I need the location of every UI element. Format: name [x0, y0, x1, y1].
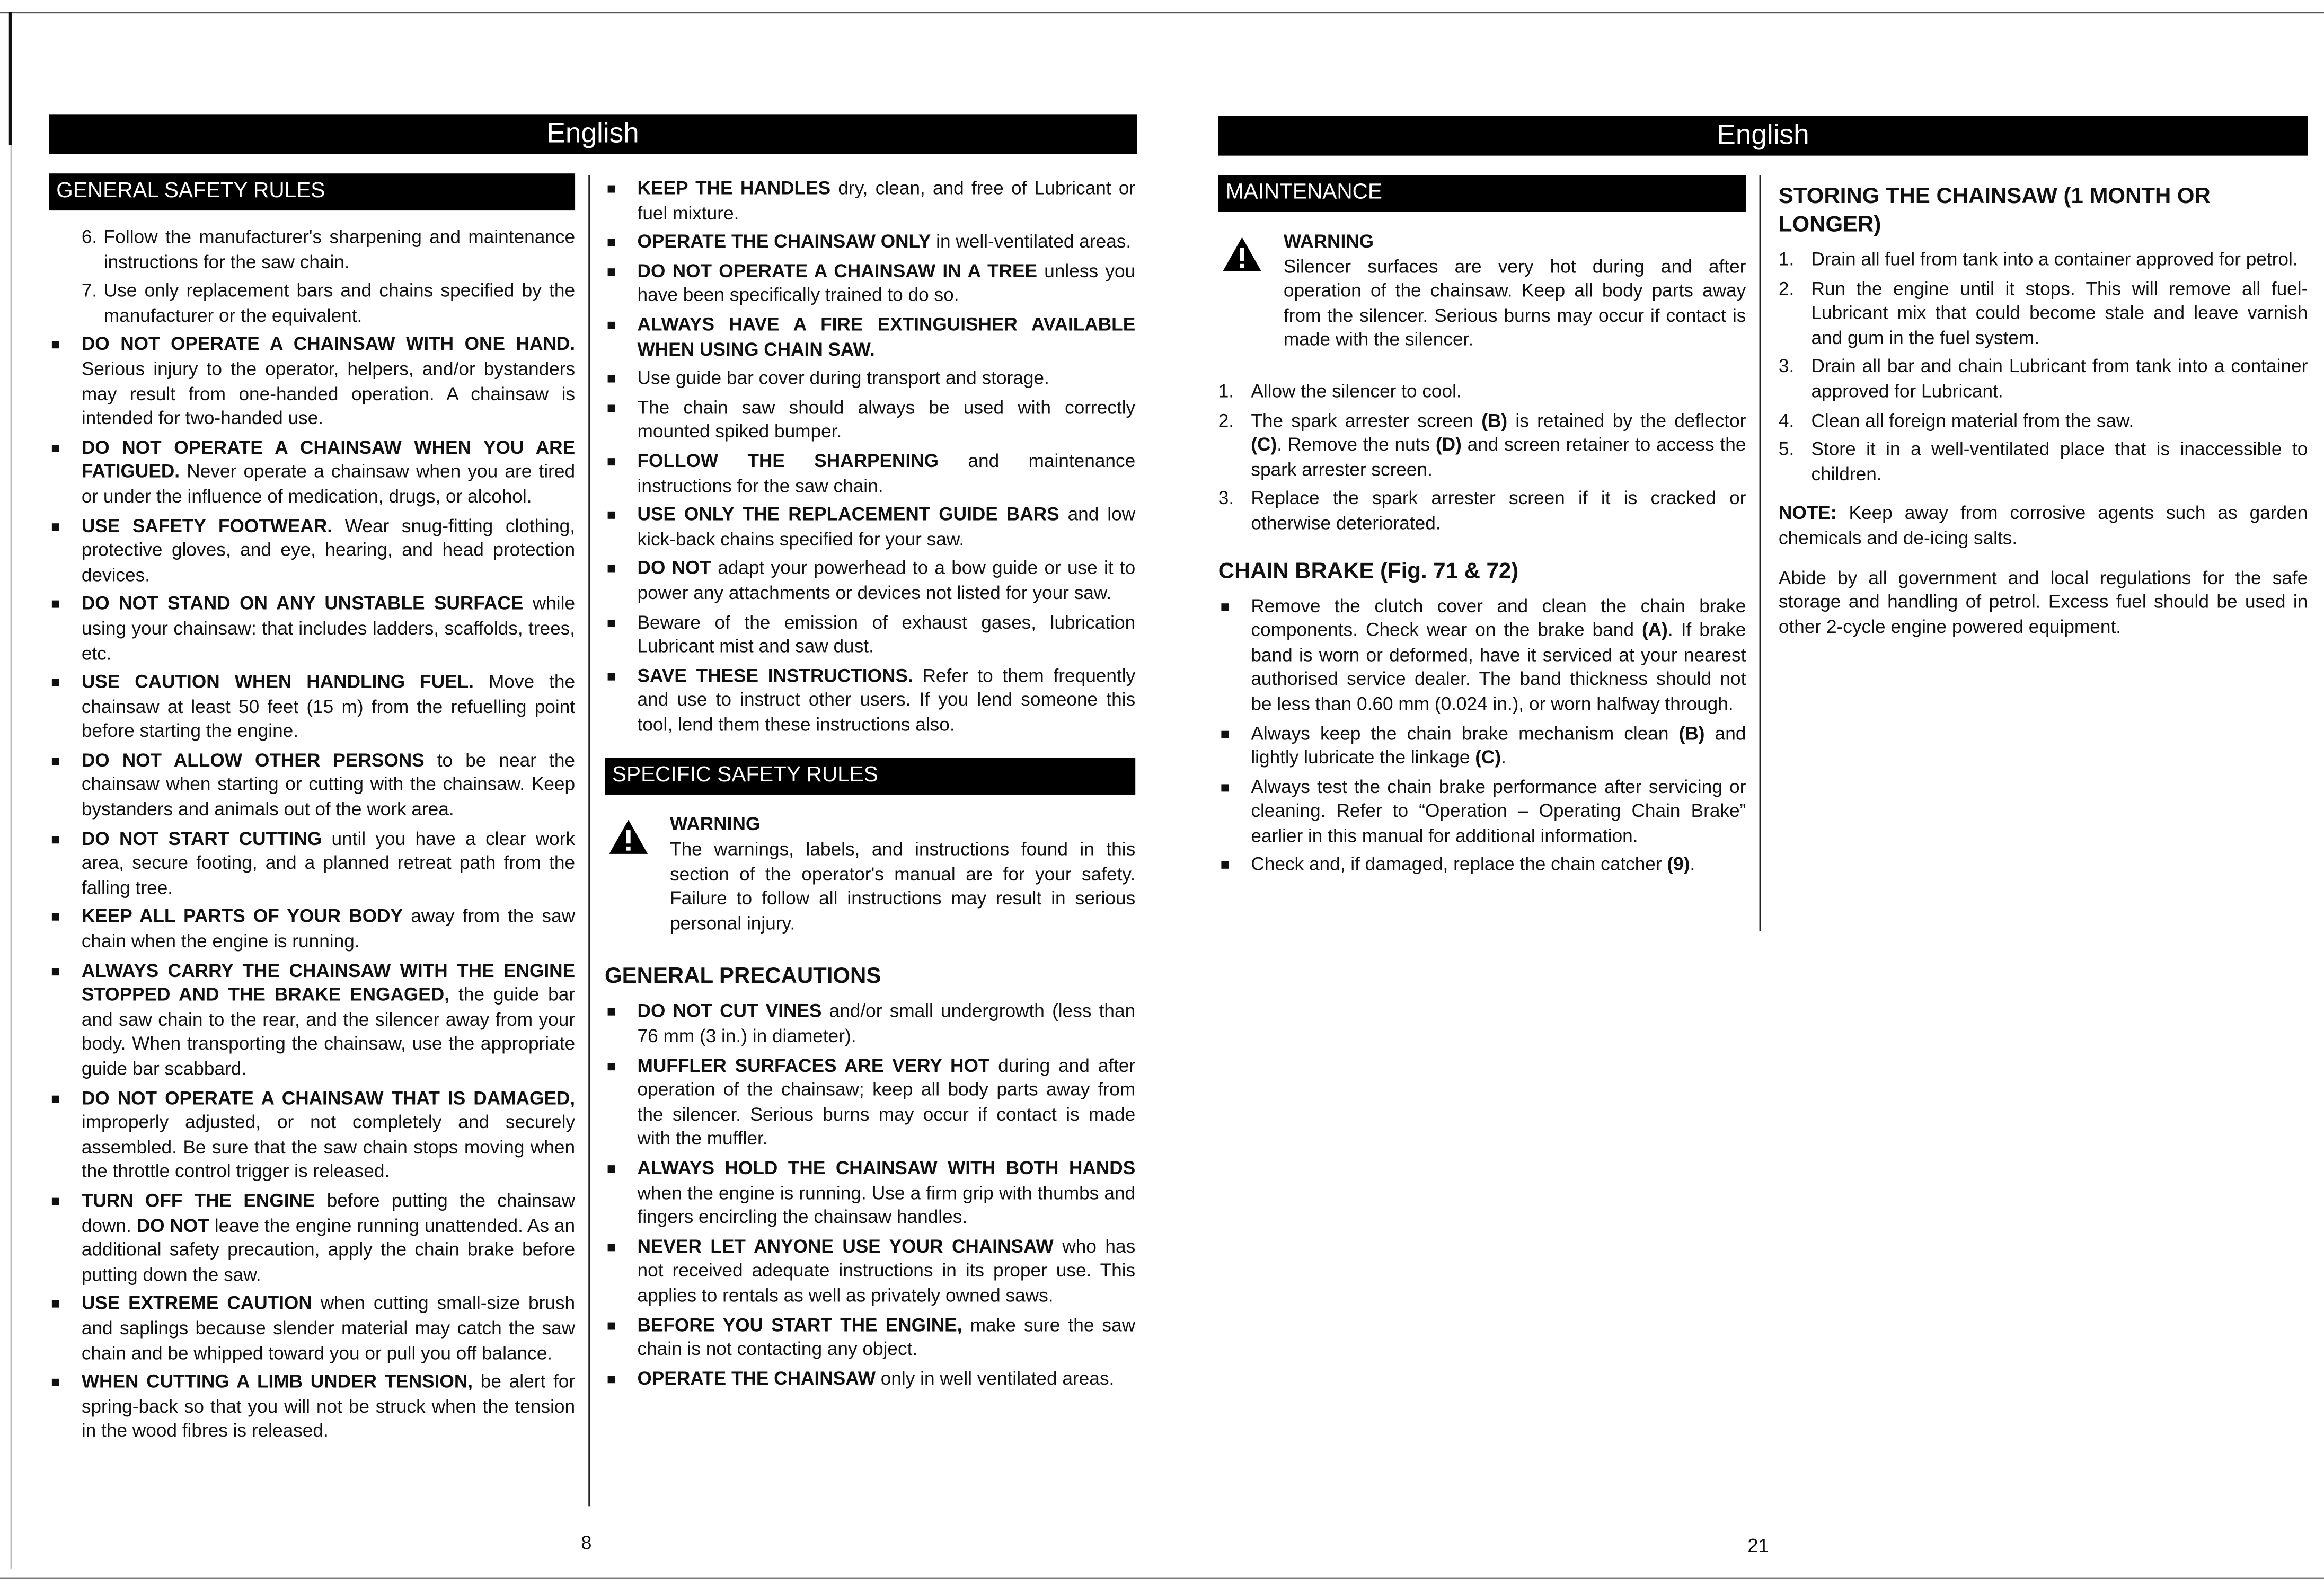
list-item [605, 449, 1135, 498]
text: Store it in a well-ventilated place that is inaccessible to children. [1811, 439, 2308, 485]
numbered-item [1218, 380, 1746, 404]
list-item [1218, 594, 1746, 717]
section-bar: MAINTENANCE [1218, 175, 1746, 212]
bold-text: DO NOT OPERATE A CHAINSAW WHEN YOU ARE FATIGUED. [81, 437, 576, 482]
column-divider [1760, 175, 1761, 931]
bold-text: USE CAUTION WHEN HANDLING FUEL. [81, 672, 474, 693]
bullet-square-icon [1221, 862, 1229, 869]
bold-text: (9) [1667, 855, 1690, 876]
list-item [605, 557, 1135, 606]
bold-text: (B) [1678, 723, 1705, 744]
list-item [605, 177, 1135, 226]
text: away from the saw chain when the engine is running. [81, 906, 576, 952]
item-number: 1. [1218, 381, 1234, 402]
bold-text: DO NOT [136, 1214, 209, 1236]
bold-text: NEVER LET ANYONE USE YOUR CHAINSAW [637, 1236, 1054, 1257]
list-item [49, 670, 575, 744]
bold-text: (C) [1251, 434, 1277, 455]
warning-triangle-icon [608, 819, 649, 856]
numbered-item [1218, 409, 1746, 482]
warning-text: The warnings, labels, and instructions found in this section of the operator's manual are for your safety. Failure to follow all instructions may result in serious personal injury. [670, 839, 1136, 934]
list-item [49, 1086, 575, 1185]
scan-left-rule [9, 12, 12, 145]
text: Run the engine until it stops. This will remove all fuel-Lubricant mix that could become stale and leave varnish and gum in the fuel system. [1811, 278, 2308, 348]
bold-text: USE ONLY THE REPLACEMENT GUIDE BARS [637, 504, 1059, 525]
item-number: 2. [1218, 410, 1234, 431]
bold-text: (B) [1481, 410, 1508, 431]
list-item [49, 1292, 575, 1366]
bullet-square-icon [52, 1095, 59, 1103]
list-item [49, 592, 575, 666]
text: in well-ventilated areas. [931, 231, 1132, 252]
list-item [49, 827, 575, 901]
text: only in well ventilated areas. [875, 1368, 1115, 1389]
list-item [605, 1156, 1135, 1230]
warning-title: WARNING [1283, 231, 1374, 252]
column-divider [588, 175, 590, 1506]
text: Remove the clutch cover and clean the chain brake components. Check wear on the brake band [1251, 595, 1746, 641]
item-number: 3. [1218, 488, 1234, 509]
bold-text: DO NOT [637, 558, 711, 579]
list-item [605, 366, 1135, 391]
list-item [605, 230, 1135, 254]
page-number-right: 21 [1747, 1534, 1769, 1557]
bold-text: FOLLOW THE SHARPENING [637, 450, 939, 472]
list-item [605, 503, 1135, 552]
bold-text: TURN OFF THE ENGINE [81, 1190, 315, 1211]
text: . [1690, 855, 1695, 876]
bullet-square-icon [52, 835, 59, 843]
text: Follow the manufacturer's sharpening and maintenance instructions for the saw chain. [103, 226, 576, 272]
bullet-square-icon [608, 375, 615, 383]
list-item [605, 1367, 1135, 1391]
bullet-square-icon [1221, 730, 1229, 737]
list-item [605, 395, 1135, 445]
bullet-square-icon [608, 1062, 615, 1070]
list-item [1218, 721, 1746, 771]
text: Move the chainsaw at least 50 feet (15 m) from the refuelling point before starting the engine. [81, 672, 576, 742]
bold-text: DO NOT OPERATE A CHAINSAW WITH ONE HAND. [81, 334, 576, 355]
list-item [605, 1313, 1135, 1362]
list-item [605, 1235, 1135, 1308]
bullet-square-icon [52, 758, 59, 765]
item-number: 2. [1778, 278, 1795, 299]
list-item [605, 1053, 1135, 1152]
text: Wear snug-fitting clothing, protective gloves, and eye, hearing, and head protection devices. [81, 515, 576, 585]
text: before putting the chainsaw down. [81, 1190, 576, 1236]
column-storing [1779, 179, 2308, 644]
bold-text: (C) [1475, 747, 1501, 768]
list-item [49, 1370, 575, 1443]
section-bar: GENERAL SAFETY RULES [49, 173, 575, 210]
text: and/or small undergrowth (less than 76 mm (3 in.) in diameter). [637, 1001, 1136, 1047]
warning-triangle-icon [1221, 236, 1262, 273]
text: Always keep the chain brake mechanism clean [1251, 723, 1679, 744]
text: until you have a clear work area, secure footing, and a planned retreat path from the falling tree. [81, 828, 576, 899]
text: and screen retainer to access the spark arrester screen. [1251, 434, 1746, 480]
numbered-item [1779, 277, 2308, 350]
scan-left-rule-thin [11, 145, 12, 1569]
numbered-item [1779, 437, 2308, 487]
list-item [49, 436, 575, 509]
bullet-square-icon [52, 1301, 59, 1308]
text: Check and, if damaged, replace the chain catcher [1251, 855, 1667, 876]
column-maintenance [1218, 175, 1746, 882]
numbered-item [1218, 487, 1746, 536]
numbered-item [1779, 248, 2308, 272]
text: Never operate a chainsaw when you are tired or under the influence of medication, drugs, or alcohol. [81, 461, 576, 507]
bold-text: (A) [1641, 620, 1668, 641]
column-general-safety-rules [49, 173, 575, 1448]
warning-text: Silencer surfaces are very hot during and after operation of the chainsaw. Keep all body parts away from the silencer. Serious burns may occur if contact is made with the silencer. [1283, 256, 1746, 351]
text: and maintenance instructions for the saw chain. [637, 450, 1136, 496]
bold-text: NOTE: [1778, 503, 1837, 524]
bold-text: DO NOT CUT VINES [637, 1001, 822, 1023]
list-item [1218, 853, 1746, 877]
bullet-square-icon [608, 1322, 615, 1329]
bold-text: MUFFLER SURFACES ARE VERY HOT [637, 1055, 990, 1076]
list-item [49, 514, 575, 587]
bullet-square-icon [608, 1376, 615, 1383]
list-item [1218, 775, 1746, 849]
text: . [1501, 747, 1506, 768]
bullet-square-icon [608, 458, 615, 465]
text: Replace the spark arrester screen if it is cracked or otherwise deteriorated. [1251, 488, 1746, 534]
text: unless you have been specifically trained to do so. [637, 260, 1136, 306]
list-item [49, 749, 575, 822]
bullet-square-icon [608, 322, 615, 329]
text: make sure the saw chain is not contacting any object. [637, 1314, 1136, 1360]
warning-title: WARNING [670, 814, 761, 835]
text: Use guide bar cover during transport and storage. [637, 367, 1049, 389]
item-number: 5. [1778, 439, 1795, 460]
text: Clean all foreign material from the saw. [1811, 410, 2134, 431]
bold-text: SAVE THESE INSTRUCTIONS. [637, 665, 913, 686]
text: Serious injury to the operator, helpers, and/or bystanders may result from one-handed operation. A chainsaw is intended for two-handed use. [81, 358, 576, 429]
text: when cutting small-size brush and saplings because slender material may catch the saw chain and be whipped toward you or pull you off balance. [81, 1293, 576, 1363]
bullet-square-icon [608, 619, 615, 627]
bullet-square-icon [52, 914, 59, 921]
bold-text: DO NOT OPERATE A CHAINSAW THAT IS DAMAGED, [81, 1087, 576, 1108]
list-item [49, 1189, 575, 1288]
bold-text: DO NOT START CUTTING [81, 828, 322, 849]
item-number: 7. [81, 280, 98, 302]
paragraph [1779, 501, 2308, 551]
bold-text: DO NOT OPERATE A CHAINSAW IN A TREE [637, 260, 1037, 281]
bold-text: KEEP ALL PARTS OF YOUR BODY [81, 906, 403, 928]
text: dry, clean, and free of Lubricant or fuel mixture. [637, 178, 1136, 224]
bold-text: BEFORE YOU START THE ENGINE, [637, 1314, 962, 1335]
section-heading: GENERAL PRECAUTIONS [605, 964, 881, 990]
item-number: 4. [1778, 410, 1795, 431]
bold-text: USE EXTREME CAUTION [81, 1293, 312, 1314]
text: Abide by all government and local regulations for the safe storage and handling of petrol. Excess fuel should be used in other 2-cycle engine powered equipment. [1778, 567, 2308, 637]
text: Beware of the emission of exhaust gases, lubrication Lubricant mist and saw dust. [637, 611, 1136, 657]
item-number: 6. [81, 226, 98, 248]
warning-notice [1218, 230, 1746, 353]
text: Always test the chain brake performance after servicing or cleaning. Refer to “Operation – Operating Chain Brake” earlier in this manual for additional information. [1251, 776, 1746, 847]
list-item [605, 1000, 1135, 1049]
text: when the engine is running. Use a firm grip with thumbs and fingers encircling the chainsaw handles. [637, 1182, 1136, 1228]
bullet-square-icon [608, 1244, 615, 1251]
bold-text: ALWAYS HAVE A FIRE EXTINGUISHER AVAILABLE WHEN USING CHAIN SAW. [637, 314, 1136, 360]
bold-text: WHEN CUTTING A LIMB UNDER TENSION, [81, 1371, 473, 1393]
section-heading: CHAIN BRAKE (Fig. 71 & 72) [1218, 558, 1519, 584]
bullet-square-icon [608, 186, 615, 193]
bullet-square-icon [52, 523, 59, 530]
bold-text: USE SAFETY FOOTWEAR. [81, 515, 333, 536]
bold-text: ALWAYS HOLD THE CHAINSAW WITH BOTH HANDS [637, 1158, 1136, 1179]
text: to be near the chainsaw when starting or cutting with the chainsaw. Keep bystanders and animals out of the work area. [81, 750, 576, 820]
bold-text: DO NOT ALLOW OTHER PERSONS [81, 750, 425, 771]
bullet-square-icon [52, 444, 59, 452]
text: adapt your powerhead to a bow guide or use it to power any attachments or devices not listed for your saw. [637, 558, 1136, 603]
text: the guide bar and saw chain to the rear, and the silencer away from your body. When transporting the chainsaw, use the appropriate guide bar scabbard. [81, 984, 576, 1079]
text: is retained by the deflector [1507, 410, 1746, 431]
text: who has not received adequate instructions in its proper use. This applies to rentals as well as privately owned saws. [637, 1236, 1136, 1306]
text: . If brake band is worn or deformed, have it serviced at your nearest authorised service dealer. The band thickness should not be less than 0.60 mm (0.024 in.), or worn halfway through. [1251, 620, 1746, 715]
numbered-item [49, 279, 575, 328]
list-item [605, 259, 1135, 309]
bullet-square-icon [52, 601, 59, 608]
page-number-left: 8 [581, 1531, 592, 1554]
list-item [49, 905, 575, 954]
scan-bottom-rule [0, 1578, 2324, 1579]
text: while using your chainsaw: that includes ladders, scaffolds, trees, etc. [81, 593, 576, 664]
bullet-square-icon [608, 404, 615, 412]
list-item [605, 610, 1135, 659]
bullet-square-icon [1221, 603, 1229, 610]
right-page-language-header: English [1218, 116, 2308, 156]
bullet-square-icon [52, 1379, 59, 1386]
warning-notice [605, 813, 1135, 936]
bold-text: ALWAYS CARRY THE CHAINSAW WITH THE ENGINE STOPPED AND THE BRAKE ENGAGED, [81, 960, 576, 1006]
text: The chain saw should always be used with correctly mounted spiked bumper. [637, 397, 1136, 443]
bullet-square-icon [52, 679, 59, 686]
bullet-square-icon [52, 1198, 59, 1205]
text: Allow the silencer to cool. [1251, 381, 1462, 402]
text: . Remove the nuts [1277, 434, 1436, 455]
bold-text: KEEP THE HANDLES [637, 178, 831, 199]
bold-text: OPERATE THE CHAINSAW ONLY [637, 231, 931, 252]
bullet-square-icon [608, 565, 615, 573]
section-bar: SPECIFIC SAFETY RULES [605, 758, 1135, 795]
paragraph [1779, 566, 2308, 639]
bullet-square-icon [608, 239, 615, 246]
numbered-item [49, 225, 575, 275]
bullet-square-icon [608, 673, 615, 680]
list-item [49, 332, 575, 431]
text: during and after operation of the chainsaw; keep all body parts away from the silencer. Serious burns may occur if contact is made with the muffler. [637, 1055, 1136, 1150]
numbered-item [1779, 409, 2308, 433]
bullet-square-icon [1221, 784, 1229, 791]
bullet-square-icon [608, 268, 615, 276]
text: and lightly lubricate the linkage [1251, 723, 1746, 768]
bullet-square-icon [52, 341, 59, 349]
text: leave the engine running unattended. As an additional safety precaution, apply the chain brake before putting down the saw. [81, 1214, 576, 1285]
text: Drain all fuel from tank into a container approved for petrol. [1811, 249, 2298, 270]
section-heading: STORING THE CHAINSAW (1 MONTH OR LONGER) [1778, 183, 2211, 237]
column-specific-safety-rules [605, 177, 1135, 1396]
list-item [605, 313, 1135, 362]
bullet-square-icon [608, 512, 615, 519]
text: Keep away from corrosive agents such as garden chemicals and de-icing salts. [1778, 503, 2308, 549]
bullet-square-icon [608, 1165, 615, 1173]
bullet-square-icon [52, 967, 59, 975]
item-number: 3. [1778, 356, 1795, 377]
bullet-square-icon [608, 1009, 615, 1016]
left-page-language-header: English [49, 114, 1137, 154]
text: The spark arrester screen [1251, 410, 1482, 431]
list-item [49, 958, 575, 1081]
bold-text: OPERATE THE CHAINSAW [637, 1368, 876, 1389]
text: and low kick-back chains specified for your saw. [637, 504, 1136, 550]
text: Drain all bar and chain Lubricant from tank into a container approved for Lubricant. [1811, 356, 2308, 402]
item-number: 1. [1778, 249, 1795, 270]
numbered-item [1779, 355, 2308, 404]
text: Refer to them frequently and use to instruct other users. If you lend someone this tool, lend them these instructions also. [637, 665, 1136, 735]
bold-text: DO NOT STAND ON ANY UNSTABLE SURFACE [81, 593, 524, 614]
bold-text: (D) [1435, 434, 1462, 455]
list-item [605, 664, 1135, 737]
text: Use only replacement bars and chains specified by the manufacturer or the equivalent. [103, 280, 576, 326]
text: improperly adjusted, or not completely and securely assembled. Be sure that the saw chain stops moving when the throttle control trigger is released. [81, 1112, 576, 1182]
scan-top-rule [0, 12, 2324, 13]
text: be alert for spring-back so that you will not be struck when the tension in the wood fibres is released. [81, 1371, 576, 1442]
